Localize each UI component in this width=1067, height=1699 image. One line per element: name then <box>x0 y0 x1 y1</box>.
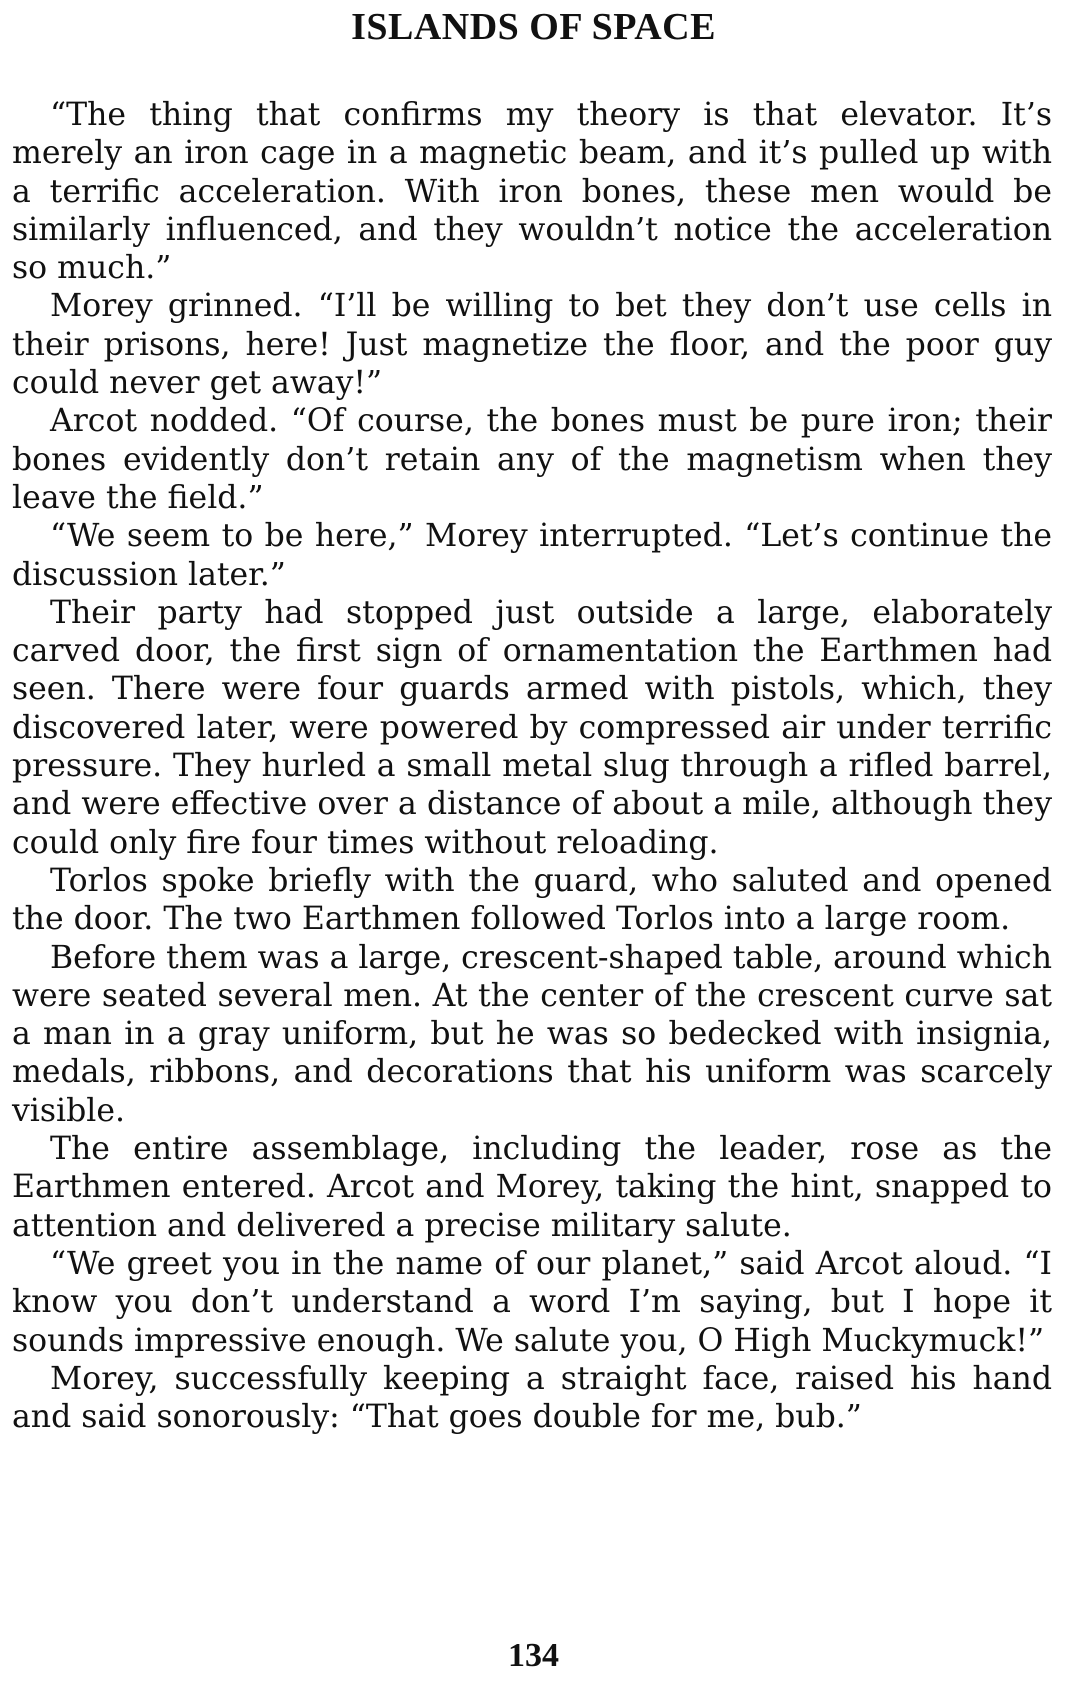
paragraph: Their party had stopped just outside a large, elaborately carved door, the first sign of ornamentation the Earthmen had seen. There were four guards armed with pistols, which, they discovered later, were powered by compressed air under terrific pressure. They hurled a small metal slug through a rifled barrel, and were effective over a distance of about a mile, although they could only fire four times without reloading. <box>12 594 1052 861</box>
paragraph: “We greet you in the name of our planet,” said Arcot aloud. “I know you don’t understand a word I’m saying, but I hope it sounds impressive enough. We salute you, O High Muckymuck!” <box>12 1245 1052 1359</box>
running-title: ISLANDS OF SPACE <box>351 6 716 48</box>
paragraph: The entire assemblage, including the leader, rose as the Earthmen entered. Arcot and Morey, taking the hint, snapped to attention and delivered a precise military salute. <box>12 1131 1052 1244</box>
paragraph: “The thing that confirms my theory is that elevator. It’s merely an iron cage in a magnetic beam, and it’s pulled up with a terrific acceleration. With iron bones, these men would be similarly influenced, and they wouldn’t notice the acceleration so much.” <box>12 97 1052 287</box>
paragraph: Torlos spoke briefly with the guard, who saluted and opened the door. The two Earthmen followed Torlos into a large room. <box>12 862 1052 938</box>
paragraph: Arcot nodded. “Of course, the bones must be pure iron; their bones evidently don’t retain any of the magnetism when they leave the field.” <box>12 403 1052 516</box>
paragraph: Morey, successfully keeping a straight face, raised his hand and said sonorously: “That goes double for me, bub.” <box>12 1360 1052 1436</box>
paragraph: “We seem to be here,” Morey interrupted. “Let’s continue the discussion later.” <box>12 518 1052 593</box>
paragraph: Morey grinned. “I’ll be willing to bet they don’t use cells in their prisons, here! Just magnetize the floor, and the poor guy could never get away!” <box>12 288 1052 402</box>
body-text <box>12 96 1052 1436</box>
paragraph: Before them was a large, crescent-shaped table, around which were seated several men. At the center of the crescent curve sat a man in a gray uniform, but he was so bedecked with insignia, medals, ribbons, and decorations that his uniform was scarcely visible. <box>12 939 1052 1129</box>
page-number: 134 <box>508 1637 559 1674</box>
